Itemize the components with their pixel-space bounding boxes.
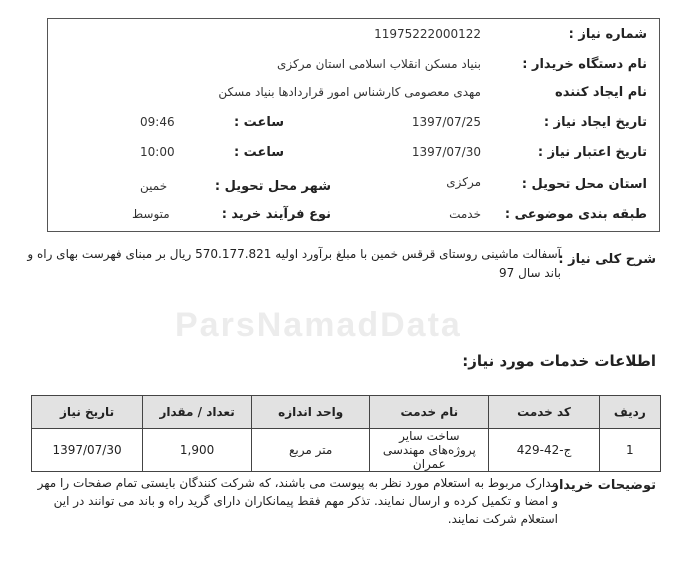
created-date-label: تاریخ ایجاد نیاز : bbox=[543, 115, 647, 130]
description-text: آسفالت ماشینی روستای قرقس خمین با مبلغ برآورد اولیه 570.177.821 ریال بر مبنای فهرست بهای راه و باند سال 97 bbox=[27, 247, 561, 280]
cell-unit: متر مربع bbox=[252, 429, 370, 472]
cell-service-name: ساخت سایر پروژه‌های مهندسی عمران bbox=[370, 429, 489, 472]
creator-row bbox=[48, 77, 659, 107]
valid-date-row bbox=[48, 137, 659, 167]
header-unit: واحد اندازه bbox=[252, 396, 370, 429]
created-date-row bbox=[48, 107, 659, 137]
buyer-value: بنیاد مسکن انقلاب اسلامی استان مرکزی bbox=[277, 57, 481, 71]
cell-quantity: 1,900 bbox=[143, 429, 252, 472]
services-section-title: اطلاعات خدمات مورد نیاز: bbox=[462, 352, 656, 370]
province-label: استان محل تحویل : bbox=[521, 177, 647, 192]
cell-service-code: ج-42-429 bbox=[489, 429, 599, 472]
header-need-date: تاریخ نیاز bbox=[32, 396, 143, 429]
watermark-text: ParsNamadData bbox=[175, 306, 462, 344]
city-label: شهر محل تحویل : bbox=[214, 179, 331, 194]
created-date-value: 1397/07/25 bbox=[411, 115, 481, 129]
creator-value: مهدی معصومی کارشناس امور قراردادها بنیاد مسکن bbox=[218, 85, 481, 99]
valid-date-label: تاریخ اعتبار نیاز : bbox=[537, 145, 647, 160]
description-label: شرح کلی نیاز : bbox=[558, 252, 656, 267]
process-value: متوسط bbox=[132, 207, 170, 221]
buyer-notes-text: مدارک مربوط به استعلام مورد نظر به پیوست می باشند، که شرکت کنندگان بایستی تمام صفحات را مهر و امضا و تکمیل کرده و ارسال نمایند. تذکر مهم فقط پیمانکاران دارای گرید راه و باند می توانند در این استعلام شرکت نمایند. bbox=[37, 476, 558, 526]
valid-time-label: ساعت : bbox=[233, 145, 284, 160]
need-number-label: شماره نیاز : bbox=[568, 27, 647, 42]
need-info-box bbox=[47, 18, 660, 232]
need-number-row bbox=[48, 21, 659, 51]
buyer-row bbox=[48, 49, 659, 79]
category-label: طبقه بندی موضوعی : bbox=[504, 207, 647, 222]
city-value: خمین bbox=[140, 179, 168, 193]
header-service-name: نام خدمت bbox=[370, 396, 489, 429]
services-table bbox=[31, 395, 661, 472]
header-quantity: تعداد / مقدار bbox=[143, 396, 252, 429]
buyer-label: نام دستگاه خریدار : bbox=[522, 57, 647, 72]
process-label: نوع فرآیند خرید : bbox=[221, 207, 331, 222]
valid-date-value: 1397/07/30 bbox=[411, 145, 481, 159]
need-number-value: 11975222000122 bbox=[374, 27, 481, 41]
category-row bbox=[48, 199, 659, 229]
header-row-number: ردیف bbox=[599, 396, 660, 429]
table-row bbox=[32, 429, 661, 472]
buyer-notes-label: توضیحات خریدار bbox=[551, 478, 656, 493]
valid-time-value: 10:00 bbox=[140, 145, 175, 159]
cell-row-number: 1 bbox=[599, 429, 660, 472]
category-value: خدمت bbox=[449, 207, 481, 221]
created-time-value: 09:46 bbox=[140, 115, 175, 129]
creator-label: نام ایجاد کننده bbox=[555, 85, 647, 100]
table-header-row bbox=[32, 396, 661, 429]
province-value: مرکزی bbox=[446, 175, 481, 189]
delivery-row bbox=[48, 169, 659, 199]
header-service-code: کد خدمت bbox=[489, 396, 599, 429]
cell-need-date: 1397/07/30 bbox=[32, 429, 143, 472]
created-time-label: ساعت : bbox=[233, 115, 284, 130]
